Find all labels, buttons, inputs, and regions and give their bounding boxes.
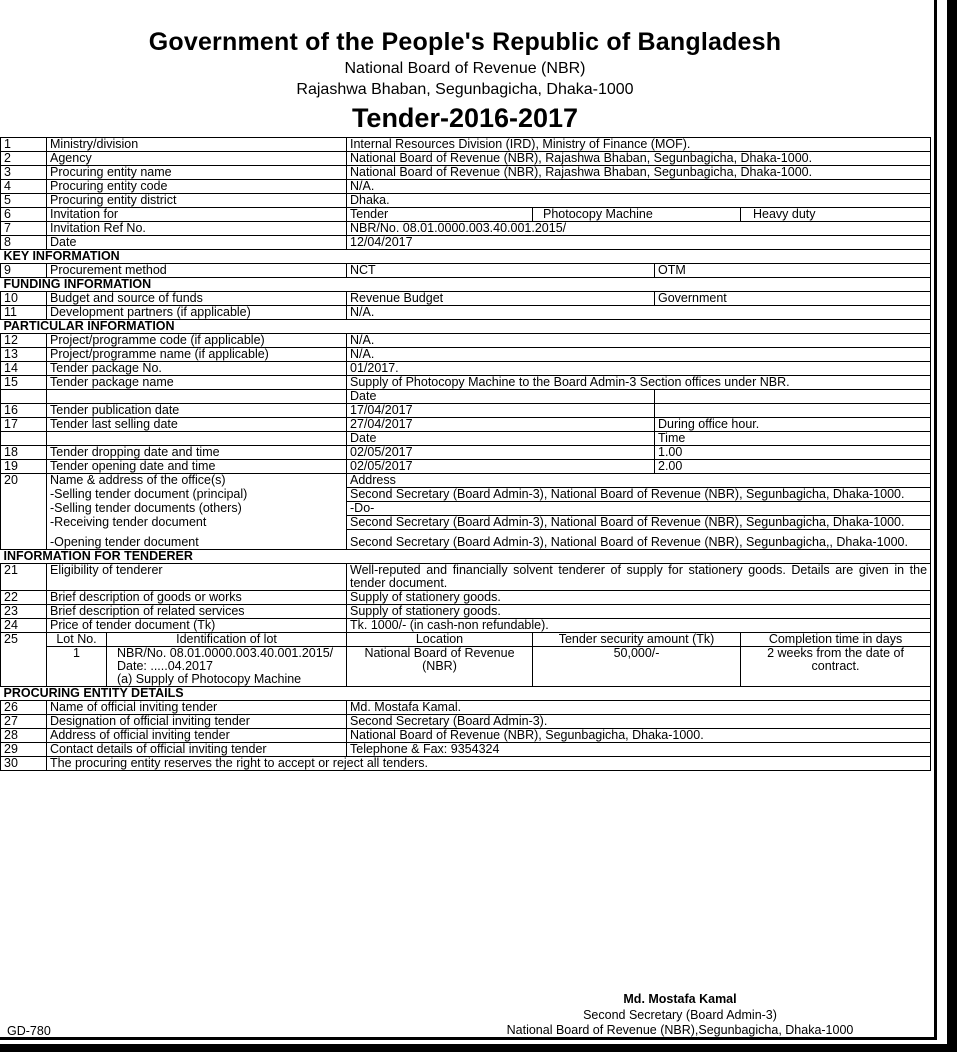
table-row: 30 The procuring entity reserves the right to accept or reject all tenders.	[1, 757, 931, 771]
table-row: 1 Ministry/division Internal Resources Division (IRD), Ministry of Finance (MOF).	[1, 138, 931, 152]
table-row: 23 Brief description of related services Supply of stationery goods.	[1, 605, 931, 619]
table-row: 22 Brief description of goods or works Supply of stationery goods.	[1, 591, 931, 605]
section-heading: KEY INFORMATION	[1, 250, 931, 264]
board-name: National Board of Revenue (NBR)	[344, 60, 586, 77]
lot-row: 1 NBR/No. 08.01.0000.003.40.001.2015/ Date: .....04.2017 (a) Supply of Photocopy Machine National Board of Revenue (NBR) 50,000/- 2 weeks from the date of contract.	[1, 647, 931, 687]
table-row: -Receiving tender document Second Secretary (Board Admin-3), National Board of Revenue (NBR), Segunbagicha, Dhaka-1000.	[1, 516, 931, 530]
table-row: 21 Eligibility of tenderer Well-reputed and financially solvent tenderer of supply for stationery goods. Details are given in the tender document.	[1, 564, 931, 591]
signatory-office: National Board of Revenue (NBR),Segunbagicha, Dhaka-1000	[506, 1023, 854, 1037]
tender-title: Tender-2016-2017	[351, 103, 579, 133]
page-edge-bottom	[0, 1044, 957, 1052]
table-row: 7 Invitation Ref No. NBR/No. 08.01.0000.003.40.001.2015/	[1, 222, 931, 236]
signatory-name: Md. Mostafa Kamal	[623, 992, 737, 1006]
table-row: 24 Price of tender document (Tk) Tk. 1000/- (in cash-non refundable).	[1, 619, 931, 633]
table-row: 5 Procuring entity district Dhaka.	[1, 194, 931, 208]
section-heading: PARTICULAR INFORMATION	[1, 320, 931, 334]
table-row: Date Time	[1, 432, 931, 446]
page-edge-right	[947, 0, 957, 1052]
table-row: 16 Tender publication date 17/04/2017	[1, 404, 931, 418]
table-row: 2 Agency National Board of Revenue (NBR), Rajashwa Bhaban, Segunbagicha, Dhaka-1000.	[1, 152, 931, 166]
section-heading: INFORMATION FOR TENDERER	[1, 550, 931, 564]
table-row: 29 Contact details of official inviting tender Telephone & Fax: 9354324	[1, 743, 931, 757]
table-row: 20 Name & address of the office(s) Address	[1, 474, 931, 488]
table-row: 18 Tender dropping date and time 02/05/2017 1.00	[1, 446, 931, 460]
table-row: -Selling tender documents (others) -Do-	[1, 502, 931, 516]
government-title: Government of the People's Republic of Bangladesh	[148, 28, 782, 56]
table-row: 12 Project/programme code (if applicable) N/A.	[1, 334, 931, 348]
section-heading: PROCURING ENTITY DETAILS	[1, 687, 931, 701]
table-row: 11 Development partners (if applicable) N/A.	[1, 306, 931, 320]
lot-header-row: 25 Lot No. Identification of lot Location Tender security amount (Tk) Completion time in days	[1, 633, 931, 647]
table-row: 19 Tender opening date and time 02/05/2017 2.00	[1, 460, 931, 474]
signatory-designation: Second Secretary (Board Admin-3)	[583, 1008, 777, 1022]
table-row: Date	[1, 390, 931, 404]
table-row: -Opening tender document Second Secretary (Board Admin-3), National Board of Revenue (NBR), Segunbagicha,, Dhaka-1000.	[1, 530, 931, 550]
table-row: 14 Tender package No. 01/2017.	[1, 362, 931, 376]
table-row: 10 Budget and source of funds Revenue Budget Government	[1, 292, 931, 306]
table-row: 13 Project/programme name (if applicable) N/A.	[1, 348, 931, 362]
table-row: 6 Invitation for Tender Photocopy Machine Heavy duty	[1, 208, 931, 222]
table-row: 9 Procurement method NCT OTM	[1, 264, 931, 278]
tender-info-table	[0, 137, 931, 771]
table-row: 4 Procuring entity code N/A.	[1, 180, 931, 194]
document-code: GD-780	[7, 1024, 51, 1038]
table-row: 28 Address of official inviting tender National Board of Revenue (NBR), Segunbagicha, Dhaka-1000.	[1, 729, 931, 743]
section-heading: FUNDING INFORMATION	[1, 278, 931, 292]
table-row: 17 Tender last selling date 27/04/2017 During office hour.	[1, 418, 931, 432]
table-row: 27 Designation of official inviting tender Second Secretary (Board Admin-3).	[1, 715, 931, 729]
table-row: -Selling tender document (principal) Second Secretary (Board Admin-3), National Board of Revenue (NBR), Segunbagicha, Dhaka-1000.	[1, 488, 931, 502]
board-address: Rajashwa Bhaban, Segunbagicha, Dhaka-1000	[296, 81, 634, 98]
table-row: 3 Procuring entity name National Board of Revenue (NBR), Rajashwa Bhaban, Segunbagicha, Dhaka-1000.	[1, 166, 931, 180]
table-row: 26 Name of official inviting tender Md. Mostafa Kamal.	[1, 701, 931, 715]
table-row: 8 Date 12/04/2017	[1, 236, 931, 250]
table-row: 15 Tender package name Supply of Photocopy Machine to the Board Admin-3 Section offices under NBR.	[1, 376, 931, 390]
